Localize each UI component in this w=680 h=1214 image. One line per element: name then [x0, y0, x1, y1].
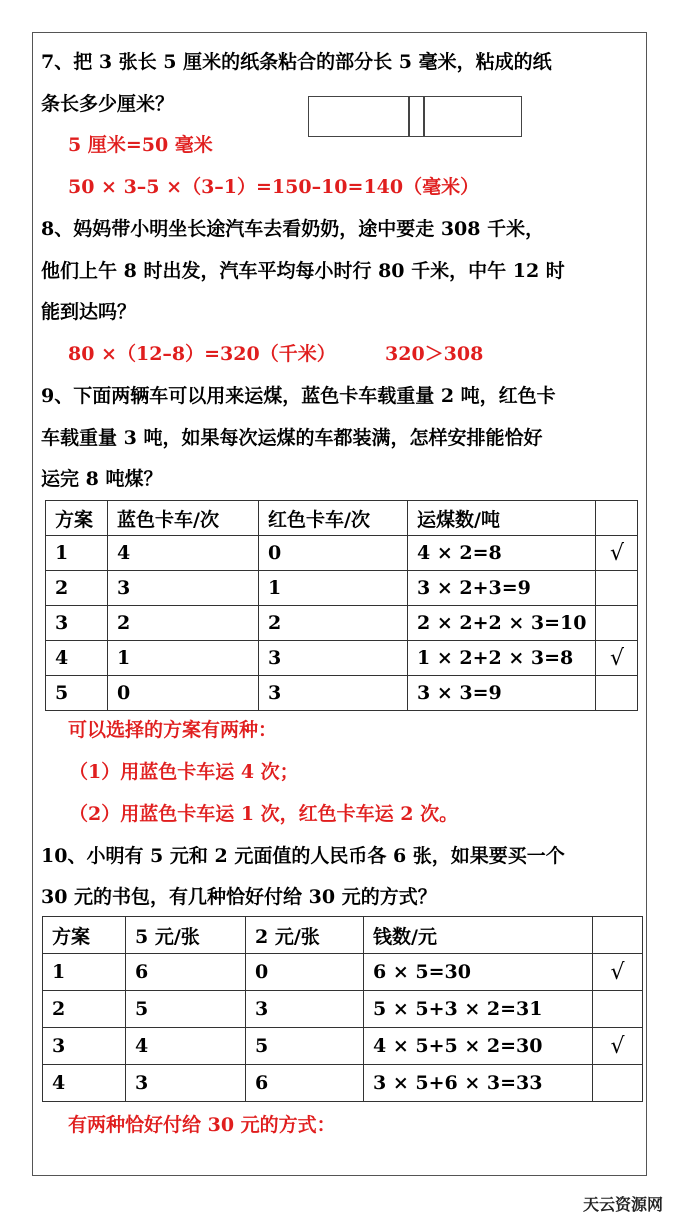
cell: 3 — [108, 571, 259, 606]
table-row — [43, 1065, 643, 1102]
header-cell — [593, 917, 643, 954]
check-mark — [596, 676, 638, 711]
q7-answer-1: 5 厘米=50 毫米 — [68, 134, 213, 156]
header-cell: 方案 — [46, 501, 108, 536]
money-plan-table — [42, 916, 643, 1102]
cell: 2 — [43, 991, 126, 1028]
check-mark: √ — [593, 1028, 643, 1065]
table-row — [46, 536, 638, 571]
paper-strip-diagram — [308, 96, 522, 137]
table-header-row — [46, 501, 638, 536]
q9-answer-2: （1）用蓝色卡车运 4 次； — [69, 761, 299, 783]
cell: 2 × 2+2 × 3=10 — [408, 606, 596, 641]
cell: 3 — [46, 606, 108, 641]
cell: 4 × 2=8 — [408, 536, 596, 571]
strip-seam-left — [408, 97, 410, 136]
cell: 0 — [246, 954, 364, 991]
q7-line-2: 条长多少厘米？ — [41, 93, 175, 115]
header-cell: 运煤数/吨 — [408, 501, 596, 536]
q9-answer-3: （2）用蓝色卡车运 1 次，红色卡车运 2 次。 — [69, 803, 459, 825]
cell: 0 — [108, 676, 259, 711]
cell: 4 — [46, 641, 108, 676]
check-mark — [593, 991, 643, 1028]
table-row — [46, 676, 638, 711]
cell: 6 — [246, 1065, 364, 1102]
cell: 2 — [108, 606, 259, 641]
cell: 4 — [108, 536, 259, 571]
cell: 4 — [126, 1028, 246, 1065]
cell: 3 — [246, 991, 364, 1028]
q8-line-3: 能到达吗？ — [41, 301, 137, 323]
cell: 5 — [126, 991, 246, 1028]
site-watermark: 天云资源网 — [583, 1195, 664, 1214]
cell: 6 — [126, 954, 246, 991]
q10-answer-1: 有两种恰好付给 30 元的方式： — [68, 1114, 336, 1136]
header-cell: 红色卡车/次 — [259, 501, 408, 536]
cell: 1 — [43, 954, 126, 991]
cell: 4 — [43, 1065, 126, 1102]
cell: 1 — [108, 641, 259, 676]
check-mark: √ — [596, 536, 638, 571]
cell: 3 × 3=9 — [408, 676, 596, 711]
header-cell: 2 元/张 — [246, 917, 364, 954]
check-mark: √ — [593, 954, 643, 991]
cell: 0 — [259, 536, 408, 571]
cell: 2 — [259, 606, 408, 641]
q10-line-1: 10、小明有 5 元和 2 元面值的人民币各 6 张，如果要买一个 — [41, 845, 565, 867]
table-row — [46, 606, 638, 641]
q7-line-1: 7、把 3 张长 5 厘米的纸条粘合的部分长 5 毫米，粘成的纸 — [41, 51, 552, 73]
q8-answer-1: 80 ×（12–8）=320（千米） — [68, 343, 336, 365]
cell: 2 — [46, 571, 108, 606]
q9-line-3: 运完 8 吨煤？ — [41, 468, 163, 490]
table-row — [46, 571, 638, 606]
header-cell: 钱数/元 — [364, 917, 593, 954]
q9-answer-1: 可以选择的方案有两种： — [68, 719, 278, 741]
cell: 3 — [126, 1065, 246, 1102]
q9-line-2: 车载重量 3 吨，如果每次运煤的车都装满，怎样安排能恰好 — [41, 427, 543, 449]
q8-line-2: 他们上午 8 时出发，汽车平均每小时行 80 千米，中午 12 时 — [41, 260, 565, 282]
truck-plan-table — [45, 500, 638, 711]
cell: 3 × 2+3=9 — [408, 571, 596, 606]
check-mark — [596, 571, 638, 606]
table-row — [43, 991, 643, 1028]
table-header-row — [43, 917, 643, 954]
check-mark — [596, 606, 638, 641]
cell: 3 — [259, 676, 408, 711]
header-cell: 方案 — [43, 917, 126, 954]
q9-line-1: 9、下面两辆车可以用来运煤，蓝色卡车载重量 2 吨，红色卡 — [41, 385, 556, 407]
header-cell: 5 元/张 — [126, 917, 246, 954]
check-mark: √ — [596, 641, 638, 676]
q10-line-2: 30 元的书包，有几种恰好付给 30 元的方式？ — [41, 886, 437, 908]
cell: 5 × 5+3 × 2=31 — [364, 991, 593, 1028]
cell: 6 × 5=30 — [364, 954, 593, 991]
cell: 3 — [43, 1028, 126, 1065]
table-row — [43, 954, 643, 991]
cell: 1 — [259, 571, 408, 606]
cell: 1 — [46, 536, 108, 571]
cell: 5 — [46, 676, 108, 711]
q8-line-1: 8、妈妈带小明坐长途汽车去看奶奶，途中要走 308 千米， — [41, 218, 545, 240]
cell: 1 × 2+2 × 3=8 — [408, 641, 596, 676]
table-row — [43, 1028, 643, 1065]
cell: 3 — [259, 641, 408, 676]
check-mark — [593, 1065, 643, 1102]
strip-seam-right — [423, 97, 425, 136]
table-row — [46, 641, 638, 676]
cell: 4 × 5+5 × 2=30 — [364, 1028, 593, 1065]
header-cell — [596, 501, 638, 536]
q8-answer-2: 320＞308 — [385, 343, 484, 365]
cell: 5 — [246, 1028, 364, 1065]
header-cell: 蓝色卡车/次 — [108, 501, 259, 536]
cell: 3 × 5+6 × 3=33 — [364, 1065, 593, 1102]
q7-answer-2: 50 × 3–5 ×（3–1）=150–10=140（毫米） — [68, 176, 480, 198]
